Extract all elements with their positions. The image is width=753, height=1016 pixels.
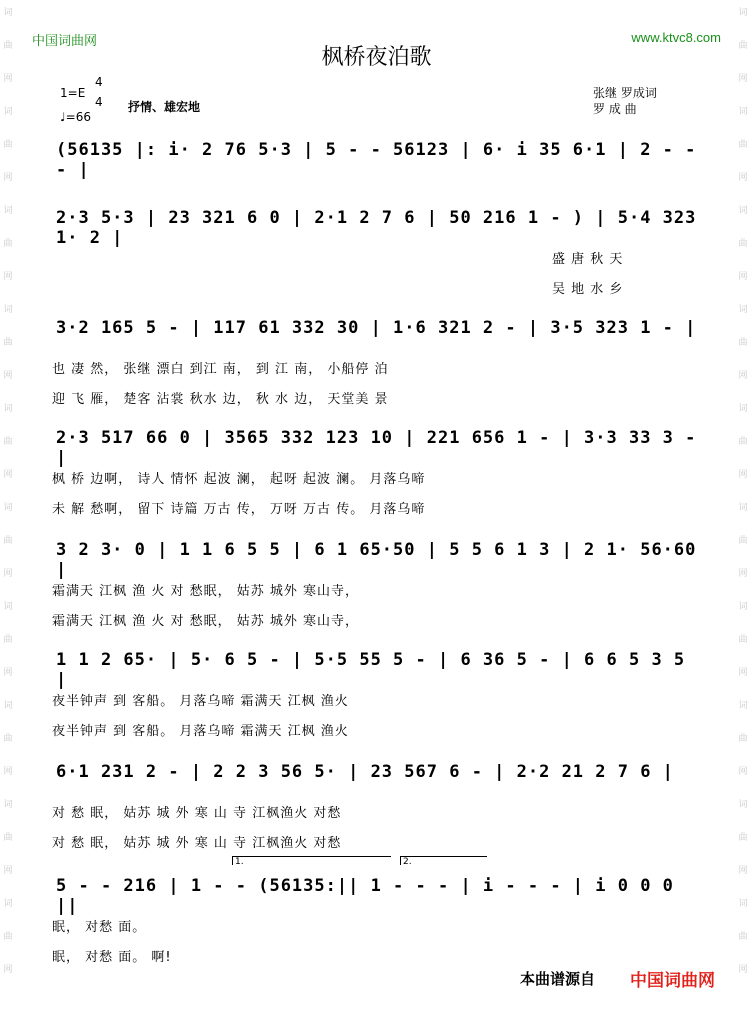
- watermark-char: 曲: [738, 734, 748, 744]
- watermark-char: 网: [3, 767, 13, 777]
- watermark-char: 网: [738, 470, 748, 480]
- watermark-char: 词: [738, 8, 748, 18]
- watermark-char: 词: [738, 503, 748, 513]
- expression-marking: 抒情、雄宏地: [128, 100, 201, 114]
- watermark-char: 网: [3, 371, 13, 381]
- score-line: [56, 140, 706, 180]
- watermark-char: 网: [3, 965, 13, 975]
- watermark-char: 词: [738, 899, 748, 909]
- score-line: [56, 876, 706, 916]
- watermark-char: 网: [738, 767, 748, 777]
- watermark-char: 网: [738, 173, 748, 183]
- watermark-char: 词: [738, 107, 748, 117]
- watermark-char: 曲: [3, 338, 13, 348]
- time-signature-bottom: 4: [95, 95, 103, 109]
- watermark-char: 曲: [3, 635, 13, 645]
- lyrics-verse-1: 也 凄 然， 张继 漂白 到江 南， 到 江 南， 小船停 泊: [52, 362, 389, 377]
- watermark-char: 网: [738, 569, 748, 579]
- watermark-char: 网: [738, 965, 748, 975]
- notation-text: 2·3 517 66 0 | 3565 332 123 10 | 221 656 1 - | 3·3 33 3 - |: [56, 428, 697, 468]
- left-watermark: [2, 0, 16, 1016]
- watermark-char: 曲: [3, 536, 13, 546]
- notation-text: (56135 |: i· 2 76 5·3 | 5 - - 56123 | 6· i 35 6·1 | 2 - - - |: [56, 140, 697, 180]
- watermark-char: 网: [738, 371, 748, 381]
- lyrics-verse-2: 吴 地 水 乡: [552, 282, 624, 297]
- notation-text: 6·1 231 2 - | 2 2 3 56 5· | 23 567 6 - | 2·2 21 2 7 6 |: [56, 762, 674, 782]
- lyrics-verse-2: 霜满天 江枫 渔 火 对 愁眠， 姑苏 城外 寒山寺，: [52, 614, 360, 629]
- watermark-char: 词: [3, 8, 13, 18]
- watermark-char: 曲: [738, 833, 748, 843]
- lyrics-verse-2: 眠， 对愁 面。 啊!: [52, 950, 172, 965]
- watermark-char: 网: [3, 569, 13, 579]
- time-signature-top: 4: [95, 75, 103, 89]
- watermark-char: 词: [738, 701, 748, 711]
- watermark-char: 网: [738, 866, 748, 876]
- watermark-char: 曲: [3, 734, 13, 744]
- score-line: [56, 650, 706, 690]
- watermark-char: 词: [3, 800, 13, 810]
- notation-text: 5 - - 216 | 1 - - (56135:|| 1 - - - | i - - - | i 0 0 0 ||: [56, 876, 674, 916]
- notation-text: 3·2 165 5 - | 117 61 332 30 | 1·6 321 2 - | 3·5 323 1 - |: [56, 318, 697, 338]
- watermark-char: 词: [3, 206, 13, 216]
- watermark-char: 曲: [3, 437, 13, 447]
- site-name-left[interactable]: 中国词曲网: [32, 34, 98, 49]
- watermark-char: 词: [3, 701, 13, 711]
- lyrics-verse-2: 迎 飞 雁， 楚客 沾裳 秋水 边， 秋 水 边， 天堂美 景: [52, 392, 389, 407]
- lyrics-verse-2: 未 解 愁啊， 留下 诗篇 万古 传， 万呀 万古 传。 月落乌啼: [52, 502, 426, 517]
- watermark-char: 曲: [738, 536, 748, 546]
- watermark-char: 网: [738, 74, 748, 84]
- watermark-char: 曲: [738, 140, 748, 150]
- lyrics-verse-1: 盛 唐 秋 天: [552, 252, 624, 267]
- tempo-marking: ♩=66: [60, 110, 91, 124]
- watermark-char: 曲: [3, 239, 13, 249]
- volta-first-ending: 1.: [232, 856, 391, 865]
- watermark-char: 网: [3, 272, 13, 282]
- watermark-char: 词: [738, 800, 748, 810]
- watermark-char: 词: [3, 503, 13, 513]
- lyrics-verse-1: 夜半钟声 到 客船。 月落乌啼 霜满天 江枫 渔火: [52, 694, 349, 709]
- site-url-right[interactable]: www.ktvc8.com: [631, 30, 721, 45]
- volta-second-ending: 2.: [400, 856, 487, 865]
- watermark-char: 网: [738, 668, 748, 678]
- watermark-char: 网: [738, 272, 748, 282]
- watermark-char: 曲: [738, 437, 748, 447]
- watermark-char: 曲: [738, 635, 748, 645]
- song-title: 枫桥夜泊歌: [321, 45, 432, 70]
- watermark-char: 词: [738, 206, 748, 216]
- watermark-char: 曲: [738, 338, 748, 348]
- watermark-char: 词: [738, 602, 748, 612]
- source-site-link[interactable]: 中国词曲网: [630, 971, 715, 991]
- watermark-char: 词: [3, 107, 13, 117]
- notation-text: 1 1 2 65· | 5· 6 5 - | 5·5 55 5 - | 6 36 5 - | 6 6 5 3 5 |: [56, 650, 686, 690]
- right-watermark: [737, 0, 751, 1016]
- watermark-char: 曲: [738, 239, 748, 249]
- composer-credit: 罗 成 曲: [593, 102, 637, 116]
- watermark-char: 词: [3, 305, 13, 315]
- score-line: [56, 318, 706, 348]
- score-line: [56, 762, 706, 792]
- lyrics-verse-1: 对 愁 眠， 姑苏 城 外 寒 山 寺 江枫渔火 对愁: [52, 806, 342, 821]
- watermark-char: 词: [3, 899, 13, 909]
- watermark-char: 网: [3, 74, 13, 84]
- lyrics-verse-1: 眠， 对愁 面。: [52, 920, 147, 935]
- key-signature: 1=E: [60, 86, 86, 100]
- watermark-char: 曲: [738, 932, 748, 942]
- watermark-char: 词: [738, 404, 748, 414]
- watermark-char: 曲: [3, 41, 13, 51]
- notation-text: 2·3 5·3 | 23 321 6 0 | 2·1 2 7 6 | 50 216 1 - ) | 5·4 323 1· 2 |: [56, 208, 697, 248]
- watermark-char: 曲: [3, 932, 13, 942]
- watermark-char: 词: [738, 305, 748, 315]
- lyricist-credit: 张继 罗成词: [593, 86, 657, 100]
- notation-text: 3 2 3· 0 | 1 1 6 5 5 | 6 1 65·50 | 5 5 6 1 3 | 2 1· 56·60 |: [56, 540, 697, 580]
- lyrics-verse-1: 枫 桥 边啊， 诗人 情怀 起波 澜， 起呀 起波 澜。 月落乌啼: [52, 472, 426, 487]
- lyrics-verse-2: 对 愁 眠， 姑苏 城 外 寒 山 寺 江枫渔火 对愁: [52, 836, 342, 851]
- watermark-char: 网: [3, 173, 13, 183]
- watermark-char: 网: [3, 866, 13, 876]
- watermark-char: 网: [3, 470, 13, 480]
- lyrics-verse-2: 夜半钟声 到 客船。 月落乌啼 霜满天 江枫 渔火: [52, 724, 349, 739]
- watermark-char: 曲: [3, 833, 13, 843]
- source-label: 本曲谱源自: [520, 970, 596, 988]
- watermark-char: 网: [3, 668, 13, 678]
- watermark-char: 词: [3, 404, 13, 414]
- watermark-char: 曲: [3, 140, 13, 150]
- watermark-char: 词: [3, 602, 13, 612]
- watermark-char: 曲: [738, 41, 748, 51]
- score-line: [56, 428, 706, 468]
- lyrics-verse-1: 霜满天 江枫 渔 火 对 愁眠， 姑苏 城外 寒山寺，: [52, 584, 360, 599]
- score-line: [56, 208, 706, 248]
- score-line: [56, 540, 706, 580]
